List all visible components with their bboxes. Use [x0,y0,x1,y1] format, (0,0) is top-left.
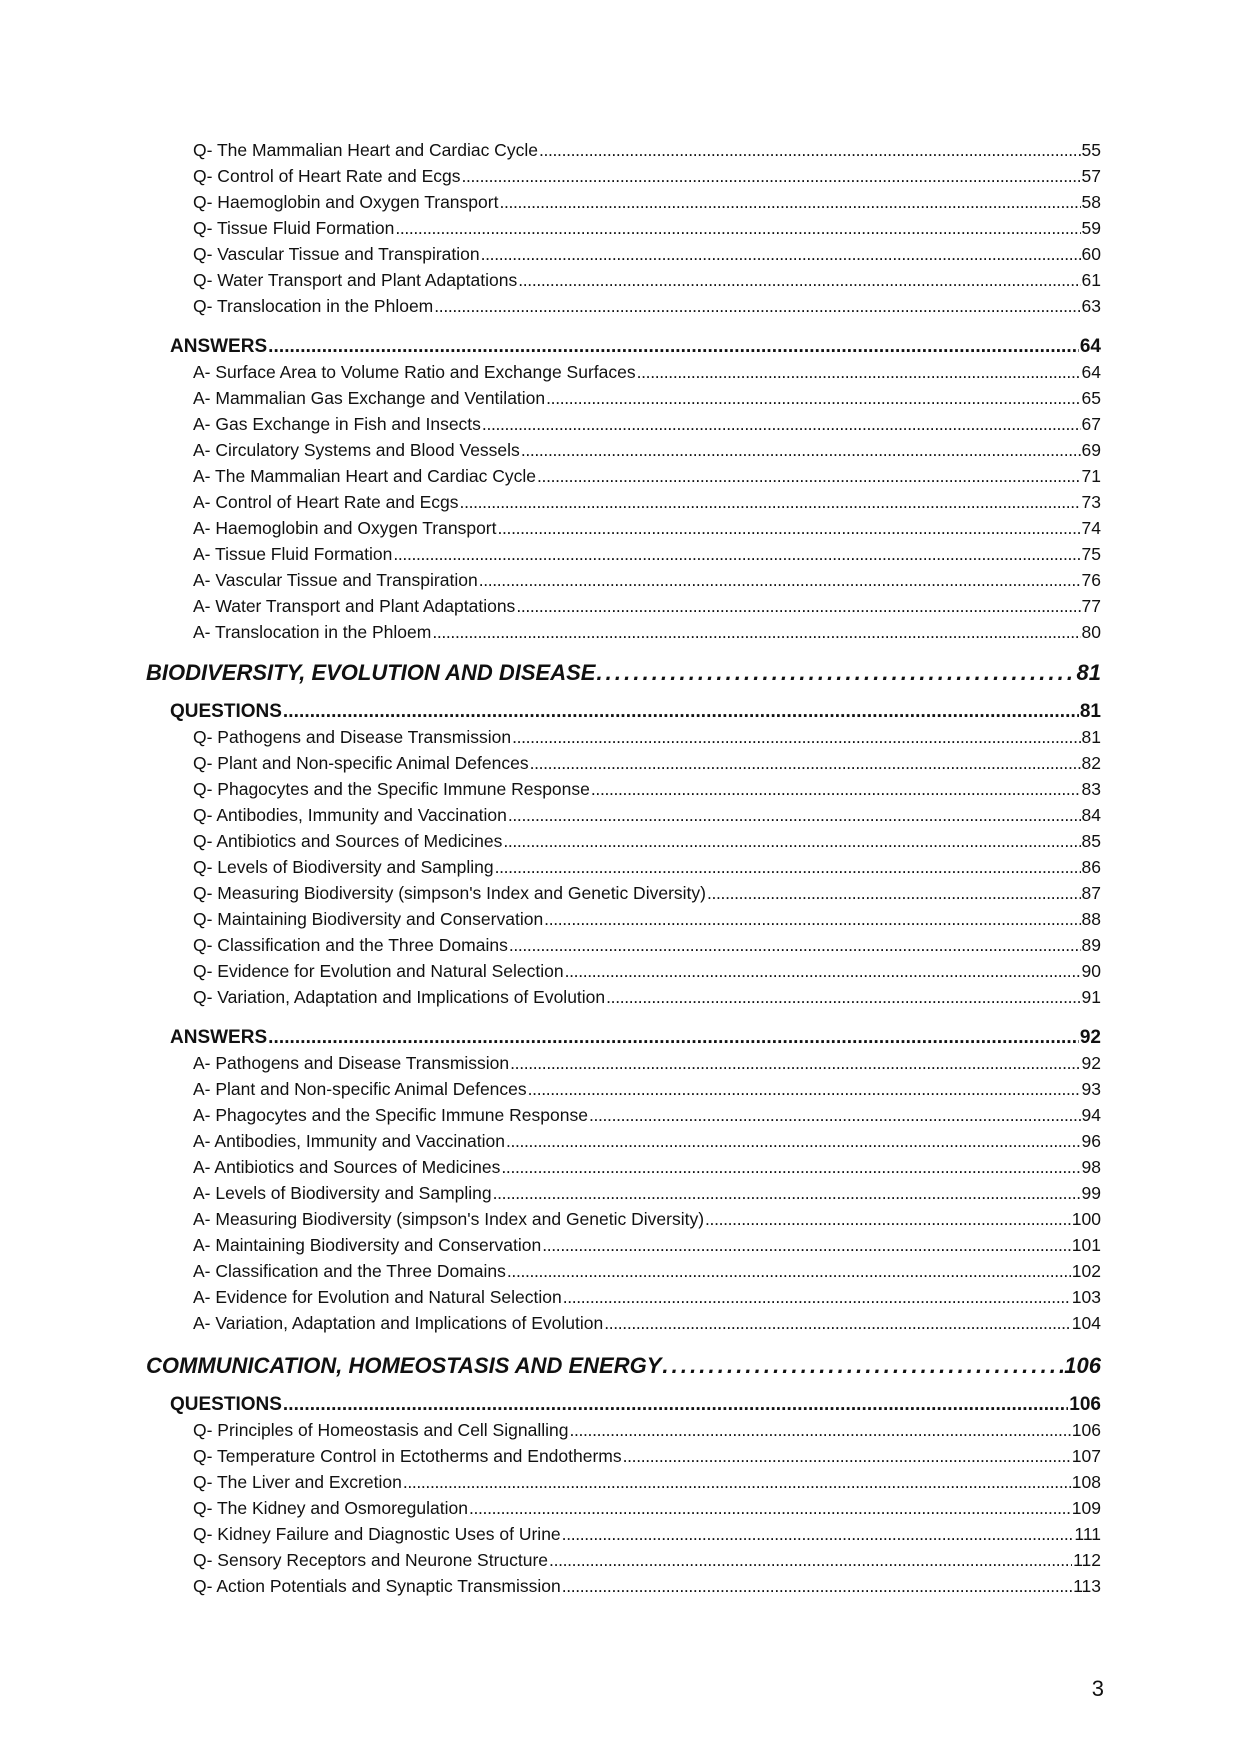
toc-entry-title: A- Variation, Adaptation and Implications of Evolution [193,1313,604,1333]
dot-leader [563,1287,1071,1308]
toc-page-number: 71 [1081,466,1101,486]
dot-leader [521,440,1081,461]
toc-entry[interactable] [193,622,1101,643]
toc-entry[interactable] [193,166,1101,187]
toc-entry-title: ANSWERS [170,336,268,357]
dot-leader [479,570,1081,591]
dot-leader [493,1183,1081,1204]
toc-page-number: 60 [1081,244,1101,264]
toc-entry-title: Q- Tissue Fluid Formation [193,218,395,238]
toc-page-number: 90 [1081,961,1101,981]
toc-entry-title: QUESTIONS [170,701,282,722]
toc-entry[interactable] [193,1498,1101,1519]
toc-page-number: 89 [1081,935,1101,955]
toc-page-number: 112 [1073,1550,1101,1570]
toc-entry[interactable] [193,466,1101,487]
toc-page-number: 106 [1071,1420,1101,1440]
toc-page-number: 88 [1081,909,1101,929]
dot-leader [495,857,1081,878]
toc-entry-title: A- Phagocytes and the Specific Immune Response [193,1105,588,1125]
dot-leader [530,753,1081,774]
toc-entry-title: A- Maintaining Biodiversity and Conservation [193,1235,542,1255]
dot-leader [623,1446,1071,1467]
toc-entry[interactable] [193,362,1101,383]
dot-leader [549,1550,1072,1571]
toc-page-number: 87 [1081,883,1101,903]
dot-leader [596,660,1075,686]
toc-page-number: 83 [1081,779,1101,799]
toc-entry-title: BIODIVERSITY, EVOLUTION AND DISEASE [146,660,596,685]
toc-page-number: 93 [1081,1079,1101,1099]
toc-entry[interactable] [193,779,1101,800]
toc-entry-title: Q- Translocation in the Phloem [193,296,434,316]
toc-page-number: 102 [1071,1261,1101,1281]
page-number: 3 [1091,1676,1104,1701]
dot-leader [565,961,1081,982]
toc-page-number: 64 [1079,336,1101,357]
dot-leader [460,492,1081,513]
dot-leader [481,244,1081,265]
toc-entry-title: A- Antibodies, Immunity and Vaccination [193,1131,505,1151]
toc-entry[interactable] [193,883,1101,904]
dot-leader [604,1313,1071,1334]
toc-entry[interactable] [193,1105,1101,1126]
toc-entry[interactable] [193,414,1101,435]
toc-page-number: 111 [1074,1524,1101,1544]
toc-entry-title: Q- Pathogens and Disease Transmission [193,727,512,747]
toc-entry[interactable] [193,570,1101,591]
dot-leader [589,1105,1081,1126]
toc-entry-title: Q- The Kidney and Osmoregulation [193,1498,468,1518]
dot-leader [403,1472,1071,1493]
toc-page-number: 100 [1071,1209,1101,1229]
toc-entry-title: Q- Measuring Biodiversity (simpson's Index and Genetic Diversity) [193,883,706,903]
toc-entry-title: ANSWERS [170,1027,268,1048]
toc-entry[interactable] [193,1550,1101,1571]
dot-leader [434,296,1080,317]
dot-leader [469,1498,1071,1519]
dot-leader [499,192,1080,213]
toc-page-number: 58 [1081,192,1101,212]
toc-entry-title: QUESTIONS [170,1394,282,1415]
toc-entry[interactable] [193,1235,1101,1256]
toc-subsection-heading[interactable] [170,1027,1101,1049]
toc-entry-title: Q- Haemoglobin and Oxygen Transport [193,192,499,212]
dot-leader [542,1235,1071,1256]
toc-page-number: 109 [1071,1498,1101,1518]
dot-leader [510,1053,1080,1074]
toc-subsection-heading[interactable] [170,701,1101,723]
toc-page-number: 85 [1081,831,1101,851]
toc-page-number: 74 [1081,518,1101,538]
toc-entry-title: A- Measuring Biodiversity (simpson's Index and Genetic Diversity) [193,1209,705,1229]
dot-leader [506,1131,1081,1152]
toc-entry-title: Q- Temperature Control in Ectotherms and Endotherms [193,1446,622,1466]
dot-leader [283,1394,1068,1416]
toc-entry-title: Q- Classification and the Three Domains [193,935,508,955]
dot-leader [508,805,1081,826]
dot-leader [662,1353,1063,1379]
dot-leader [268,336,1079,358]
toc-entry-title: Q- Antibodies, Immunity and Vaccination [193,805,507,825]
dot-leader [498,518,1081,539]
toc-entry-title: A- Mammalian Gas Exchange and Ventilation [193,388,546,408]
toc-entry-title: A- Control of Heart Rate and Ecgs [193,492,459,512]
toc-page-number: 77 [1081,596,1101,616]
toc-entry[interactable] [193,388,1101,409]
toc-entry-title: A- Surface Area to Volume Ratio and Exchange Surfaces [193,362,636,382]
toc-entry[interactable] [193,492,1101,513]
toc-entry[interactable] [193,831,1101,852]
toc-section-heading[interactable] [146,1353,1101,1379]
toc-entry-title: Q- Principles of Homeostasis and Cell Signalling [193,1420,569,1440]
toc-entry-title: Q- Phagocytes and the Specific Immune Response [193,779,590,799]
toc-page-number: 91 [1081,987,1101,1007]
toc-entry-title: A- Water Transport and Plant Adaptations [193,596,516,616]
dot-leader [501,1157,1080,1178]
toc-page-number: 92 [1081,1053,1101,1073]
toc-entry-title: A- Classification and the Three Domains [193,1261,506,1281]
toc-page-number: 76 [1081,570,1101,590]
toc-page-number: 64 [1081,362,1101,382]
dot-leader [544,909,1080,930]
dot-leader [562,1576,1072,1597]
dot-leader [461,166,1080,187]
toc-entry[interactable] [193,596,1101,617]
dot-leader [591,779,1081,800]
toc-entry-title: A- Translocation in the Phloem [193,622,432,642]
toc-page-number: 69 [1081,440,1101,460]
toc-entry-title: A- Gas Exchange in Fish and Insects [193,414,481,434]
toc-entry[interactable] [193,1261,1101,1282]
dot-leader [268,1027,1079,1049]
dot-leader [507,1261,1071,1282]
dot-leader [707,883,1081,904]
toc-entry[interactable] [193,987,1101,1008]
toc-page-number: 63 [1081,296,1101,316]
dot-leader [283,701,1079,723]
toc-page-number: 80 [1081,622,1101,642]
toc-subsection-heading[interactable] [170,336,1101,358]
toc-entry-title: COMMUNICATION, HOMEOSTASIS AND ENERGY [146,1353,662,1378]
toc-entry[interactable] [193,857,1101,878]
dot-leader [606,987,1080,1008]
toc-entry[interactable] [193,1183,1101,1204]
dot-leader [569,1420,1070,1441]
toc-entry[interactable] [193,1287,1101,1308]
toc-entry[interactable] [193,218,1101,239]
toc-entry[interactable] [193,1131,1101,1152]
toc-entry[interactable] [193,1209,1101,1230]
toc-entry[interactable] [193,244,1101,265]
toc-page-number: 107 [1071,1446,1101,1466]
toc-entry-title: Q- Kidney Failure and Diagnostic Uses of Urine [193,1524,561,1544]
toc-section-heading[interactable] [146,660,1101,686]
dot-leader [537,466,1081,487]
dot-leader [528,1079,1081,1100]
toc-page-number: 59 [1081,218,1101,238]
toc-entry[interactable] [193,753,1101,774]
toc-page-number: 101 [1071,1235,1101,1255]
toc-entry-title: Q- Water Transport and Plant Adaptations [193,270,518,290]
toc-entry[interactable] [193,961,1101,982]
toc-entry-title: Q- Vascular Tissue and Transpiration [193,244,480,264]
dot-leader [518,270,1080,291]
toc-entry-title: Q- Levels of Biodiversity and Sampling [193,857,494,877]
toc-page-number: 81 [1081,727,1101,747]
toc-page-number: 104 [1071,1313,1101,1333]
toc-entry[interactable] [193,440,1101,461]
toc-entry-title: Q- Evidence for Evolution and Natural Selection [193,961,564,981]
toc-page-number: 103 [1071,1287,1101,1307]
toc-entry-title: A- Vascular Tissue and Transpiration [193,570,478,590]
dot-leader [395,218,1080,239]
toc-page-number: 84 [1081,805,1101,825]
toc-entry-title: A- The Mammalian Heart and Cardiac Cycle [193,466,537,486]
toc-entry-title: Q- Maintaining Biodiversity and Conservation [193,909,544,929]
toc-page-number: 57 [1081,166,1101,186]
toc-page-number: 86 [1081,857,1101,877]
toc-entry[interactable] [193,544,1101,565]
dot-leader [637,362,1081,383]
toc-entry[interactable] [193,727,1101,748]
toc-entry[interactable] [193,518,1101,539]
toc-entry[interactable] [193,1472,1101,1493]
toc-entry[interactable] [193,296,1101,317]
dot-leader [482,414,1081,435]
toc-entry-title: A- Antibiotics and Sources of Medicines [193,1157,501,1177]
toc-entry[interactable] [193,270,1101,291]
toc-page-number: 106 [1069,1394,1101,1415]
toc-entry-title: Q- Plant and Non-specific Animal Defences [193,753,529,773]
toc-page-number: 75 [1081,544,1101,564]
toc-page-number: 98 [1081,1157,1101,1177]
dot-leader [516,596,1080,617]
toc-entry[interactable] [193,1446,1101,1467]
toc-entry[interactable] [193,935,1101,956]
dot-leader [432,622,1080,643]
toc-page-number: 106 [1064,1353,1101,1378]
toc-entry[interactable] [193,1576,1101,1597]
toc-entry[interactable] [193,1053,1101,1074]
dot-leader [503,831,1080,852]
toc-entry-title: A- Haemoglobin and Oxygen Transport [193,518,497,538]
toc-entry[interactable] [193,1524,1101,1545]
dot-leader [562,1524,1074,1545]
toc-page-number: 113 [1073,1576,1101,1596]
toc-entry-title: Q- Control of Heart Rate and Ecgs [193,166,461,186]
toc-page-number: 96 [1081,1131,1101,1151]
toc-entry-title: A- Circulatory Systems and Blood Vessels [193,440,520,460]
dot-leader [705,1209,1071,1230]
toc-page-number: 108 [1071,1472,1101,1492]
toc-entry-title: A- Levels of Biodiversity and Sampling [193,1183,492,1203]
dot-leader [393,544,1080,565]
toc-entry[interactable] [193,1420,1101,1441]
toc-entry[interactable] [193,909,1101,930]
toc-entry-title: A- Plant and Non-specific Animal Defences [193,1079,527,1099]
toc-entry-title: Q- The Mammalian Heart and Cardiac Cycle [193,140,538,160]
toc-page-number: 81 [1079,701,1101,722]
dot-leader [512,727,1080,748]
toc-entry[interactable] [193,805,1101,826]
toc-entry-title: A- Pathogens and Disease Transmission [193,1053,510,1073]
toc-page-number: 67 [1081,414,1101,434]
toc-entry-title: A- Evidence for Evolution and Natural Selection [193,1287,562,1307]
toc-entry[interactable] [193,140,1101,161]
toc-entry-title: Q- Antibiotics and Sources of Medicines [193,831,503,851]
toc-entry-title: Q- The Liver and Excretion [193,1472,402,1492]
toc-page-number: 81 [1076,660,1101,685]
toc-page-number: 61 [1081,270,1101,290]
dot-leader [509,935,1081,956]
toc-entry-title: Q- Sensory Receptors and Neurone Structure [193,1550,549,1570]
toc-entry-title: Q- Action Potentials and Synaptic Transmission [193,1576,561,1596]
toc-entry[interactable] [193,1079,1101,1100]
toc-subsection-heading[interactable] [170,1394,1101,1416]
toc-page-number: 92 [1079,1027,1101,1048]
toc-entry-title: A- Tissue Fluid Formation [193,544,393,564]
toc-entry[interactable] [193,1313,1101,1334]
toc-entry[interactable] [193,1157,1101,1178]
dot-leader [546,388,1080,409]
toc-page-number: 73 [1081,492,1101,512]
toc-page-number: 82 [1081,753,1101,773]
toc-entry[interactable] [193,192,1101,213]
dot-leader [539,140,1081,161]
toc-page-number: 65 [1081,388,1101,408]
toc-page-number: 99 [1081,1183,1101,1203]
toc-page-number: 55 [1081,140,1101,160]
toc-entry-title: Q- Variation, Adaptation and Implications of Evolution [193,987,606,1007]
toc-page-number: 94 [1081,1105,1101,1125]
